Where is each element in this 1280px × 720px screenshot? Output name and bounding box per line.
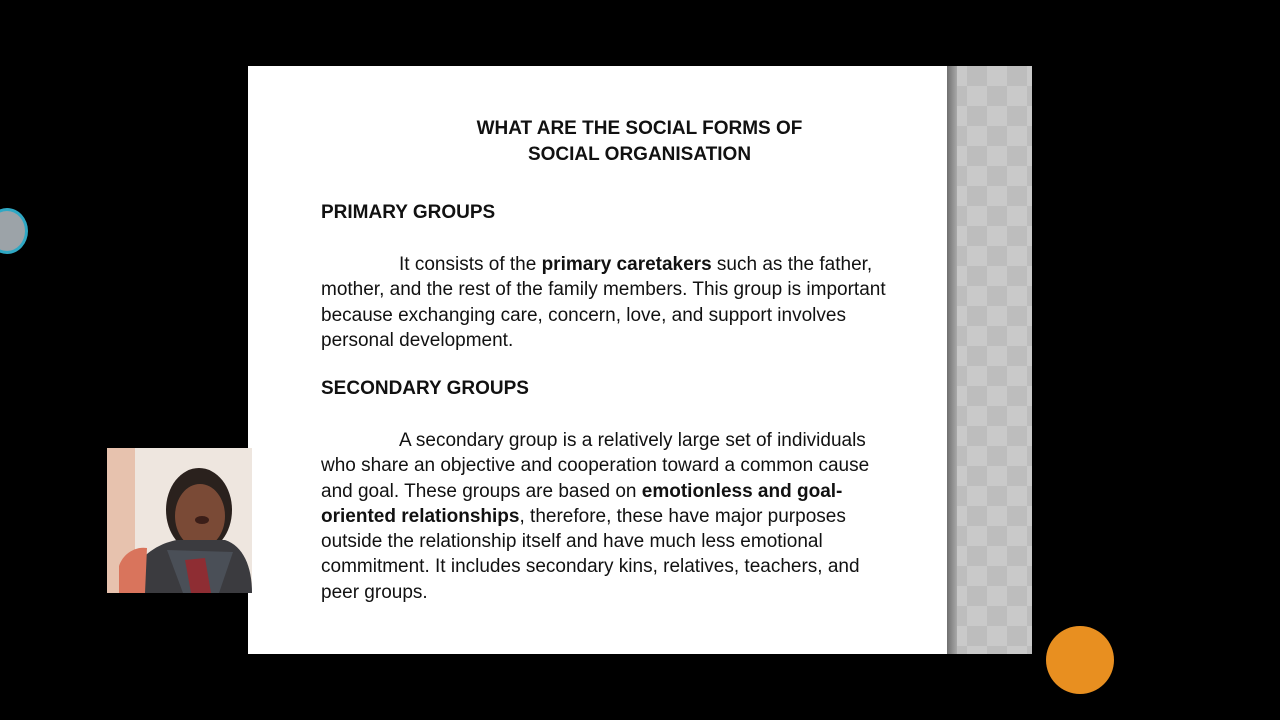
- secondary-bold-text: emotionless and goal-oriented relationships: [321, 480, 843, 527]
- primary-groups-heading: PRIMARY GROUPS: [321, 202, 496, 223]
- secondary-text-2: , therefore, these have major purposes outside the relationship itself and have much less emotional commitment. It includes secondary kins, relatives, teachers, and peer groups.: [321, 505, 860, 603]
- primary-text-1: It consists of the: [399, 254, 542, 275]
- presenter-webcam-video[interactable]: [107, 448, 252, 593]
- floating-action-button[interactable]: [1046, 626, 1114, 694]
- secondary-text-1: A secondary group is a relatively large set of individuals who share an objective and cooperation toward a common cause and goal. These groups are based on: [321, 430, 870, 502]
- secondary-groups-heading: SECONDARY GROUPS: [321, 378, 529, 399]
- slide-title: WHAT ARE THE SOCIAL FORMS OF SOCIAL ORGANISATION: [476, 118, 803, 165]
- slide-background-pattern: [947, 66, 1032, 654]
- presenter-image: [107, 448, 252, 593]
- primary-groups-paragraph: [321, 252, 896, 353]
- primary-bold-text: primary caretakers: [541, 254, 712, 275]
- secondary-groups-paragraph: [321, 428, 896, 605]
- presentation-slide: [248, 66, 947, 654]
- floating-assistant-icon[interactable]: [0, 208, 28, 254]
- primary-text-2: such as the father, mother, and the rest of the family members. This group is important because exchanging care, concern, love, and support involves personal development.: [321, 254, 886, 351]
